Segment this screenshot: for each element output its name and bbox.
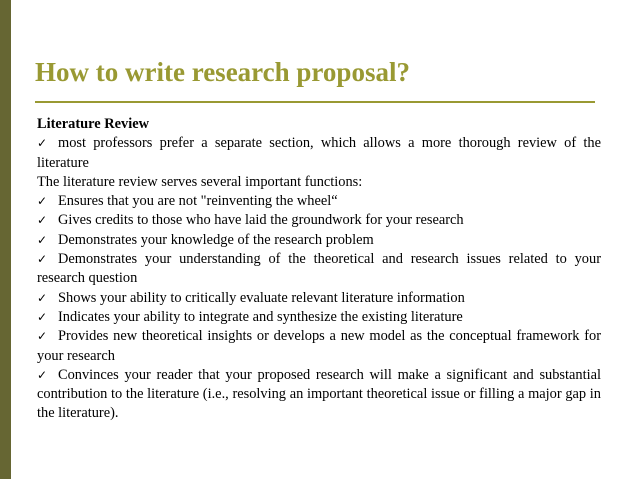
list-item [37,327,601,366]
checkmark-icon: ✓ [37,136,48,151]
list-item-text: Shows your ability to critically evaluate relevant literature information [58,289,465,306]
checkmark-icon: ✓ [37,194,48,209]
checkmark-icon: ✓ [37,309,48,324]
slide-side-bar [0,0,11,479]
checkmark-icon: ✓ [37,367,48,382]
list-item [37,231,601,250]
list-item-text: Convinces your reader that your proposed research will make a significant and substantial contribution to the literature (i.e., resolving an important theoretical issue or filling a major gap in the literature). [37,366,601,422]
list-item [37,308,601,327]
list-item [37,250,601,289]
list-item [37,289,601,308]
slide-body [37,115,601,424]
list-item-text: most professors prefer a separate section, which allows a more thorough review of the literature [37,135,601,171]
list-item-text: Indicates your ability to integrate and synthesize the existing literature [58,308,463,325]
list-item-text: Ensures that you are not "reinventing the wheel“ [58,193,338,210]
list-item-text: Demonstrates your understanding of the theoretical and research issues related to your research question [37,251,601,287]
list-item-text: The literature review serves several important functions: [37,173,363,190]
list-item [37,366,601,424]
list-item [37,134,601,173]
list-item-text: Provides new theoretical insights or develops a new model as the conceptual framework for your research [37,328,601,364]
slide-title: How to write research proposal? [35,57,410,87]
checkmark-icon: ✓ [37,232,48,247]
checkmark-icon: ✓ [37,290,48,305]
list-item-text: Gives credits to those who have laid the groundwork for your research [58,212,464,229]
list-item-text: Demonstrates your knowledge of the research problem [58,231,374,248]
list-item [37,192,601,211]
title-underline [35,101,595,103]
section-heading: Literature Review [37,116,150,132]
checkmark-icon: ✓ [37,213,48,228]
list-item [37,173,601,192]
list-item [37,211,601,230]
checkmark-icon: ✓ [37,252,48,267]
checkmark-icon: ✓ [37,329,48,344]
